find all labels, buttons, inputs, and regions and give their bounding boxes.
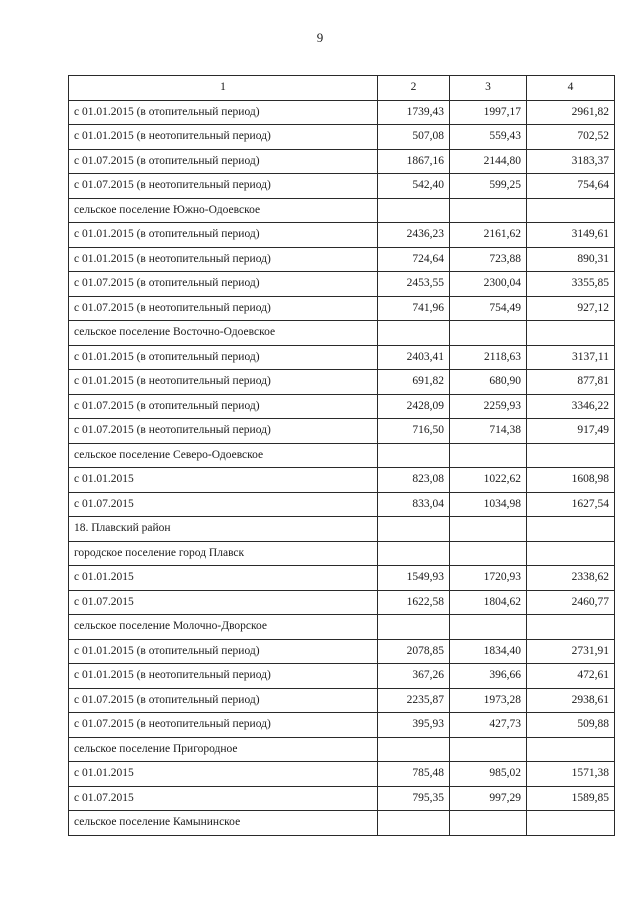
value-col-3-cell: 1034,98	[450, 492, 527, 517]
row-label-cell: с 01.01.2015 (в неотопительный период)	[69, 247, 378, 272]
table-row	[69, 688, 615, 713]
row-label-cell: 18. Плавский район	[69, 517, 378, 542]
value-col-2-cell: 823,08	[378, 468, 450, 493]
table-row	[69, 443, 615, 468]
value-col-4-cell	[527, 517, 615, 542]
value-col-3-cell: 599,25	[450, 174, 527, 199]
value-col-2-cell: 395,93	[378, 713, 450, 738]
value-col-4-cell	[527, 321, 615, 346]
row-label-cell: с 01.01.2015	[69, 762, 378, 787]
value-col-2-cell	[378, 198, 450, 223]
value-col-2-cell: 1622,58	[378, 590, 450, 615]
value-col-4-cell	[527, 198, 615, 223]
value-col-2-cell: 1739,43	[378, 100, 450, 125]
value-col-2-cell: 716,50	[378, 419, 450, 444]
table-row	[69, 786, 615, 811]
row-label-cell: с 01.07.2015 (в отопительный период)	[69, 272, 378, 297]
column-header-3: 3	[450, 76, 527, 101]
table-row	[69, 247, 615, 272]
value-col-3-cell: 680,90	[450, 370, 527, 395]
value-col-3-cell: 559,43	[450, 125, 527, 150]
column-header-1: 1	[69, 76, 378, 101]
value-col-2-cell	[378, 443, 450, 468]
value-col-2-cell: 724,64	[378, 247, 450, 272]
row-label-cell: с 01.07.2015 (в неотопительный период)	[69, 174, 378, 199]
value-col-2-cell: 1549,93	[378, 566, 450, 591]
row-label-cell: с 01.01.2015 (в отопительный период)	[69, 639, 378, 664]
row-label-cell: сельское поселение Молочно-Дворское	[69, 615, 378, 640]
value-col-4-cell: 1627,54	[527, 492, 615, 517]
value-col-3-cell	[450, 615, 527, 640]
value-col-2-cell: 542,40	[378, 174, 450, 199]
row-label-cell: с 01.01.2015 (в неотопительный период)	[69, 664, 378, 689]
table-row	[69, 419, 615, 444]
value-col-4-cell: 702,52	[527, 125, 615, 150]
value-col-3-cell: 1022,62	[450, 468, 527, 493]
value-col-4-cell: 917,49	[527, 419, 615, 444]
table-row	[69, 713, 615, 738]
value-col-2-cell	[378, 737, 450, 762]
value-col-2-cell	[378, 615, 450, 640]
table-row	[69, 541, 615, 566]
value-col-4-cell: 3183,37	[527, 149, 615, 174]
row-label-cell: с 01.07.2015	[69, 492, 378, 517]
row-label-cell: с 01.07.2015 (в неотопительный период)	[69, 296, 378, 321]
table-row	[69, 566, 615, 591]
row-label-cell: с 01.01.2015 (в неотопительный период)	[69, 370, 378, 395]
value-col-3-cell: 1997,17	[450, 100, 527, 125]
value-col-4-cell: 2338,62	[527, 566, 615, 591]
row-label-cell: с 01.07.2015 (в неотопительный период)	[69, 419, 378, 444]
value-col-3-cell: 723,88	[450, 247, 527, 272]
value-col-2-cell: 2078,85	[378, 639, 450, 664]
value-col-3-cell	[450, 443, 527, 468]
row-label-cell: с 01.07.2015 (в отопительный период)	[69, 394, 378, 419]
row-label-cell: с 01.01.2015 (в отопительный период)	[69, 345, 378, 370]
page-number: 9	[316, 30, 324, 45]
value-col-3-cell: 2300,04	[450, 272, 527, 297]
table-row	[69, 321, 615, 346]
value-col-4-cell: 927,12	[527, 296, 615, 321]
value-col-2-cell	[378, 811, 450, 836]
column-header-4: 4	[527, 76, 615, 101]
value-col-2-cell: 2403,41	[378, 345, 450, 370]
value-col-4-cell: 3149,61	[527, 223, 615, 248]
table-row	[69, 296, 615, 321]
value-col-2-cell: 367,26	[378, 664, 450, 689]
value-col-4-cell: 2731,91	[527, 639, 615, 664]
table-row	[69, 198, 615, 223]
value-col-4-cell: 2460,77	[527, 590, 615, 615]
table-row	[69, 272, 615, 297]
row-label-cell: сельское поселение Пригородное	[69, 737, 378, 762]
row-label-cell: с 01.01.2015 (в неотопительный период)	[69, 125, 378, 150]
value-col-4-cell: 472,61	[527, 664, 615, 689]
table-row	[69, 100, 615, 125]
value-col-2-cell: 833,04	[378, 492, 450, 517]
value-col-4-cell: 877,81	[527, 370, 615, 395]
value-col-3-cell: 2259,93	[450, 394, 527, 419]
table-row	[69, 590, 615, 615]
value-col-4-cell: 3355,85	[527, 272, 615, 297]
value-col-3-cell: 1834,40	[450, 639, 527, 664]
value-col-3-cell: 1973,28	[450, 688, 527, 713]
value-col-3-cell: 2118,63	[450, 345, 527, 370]
value-col-3-cell: 1804,62	[450, 590, 527, 615]
value-col-2-cell	[378, 321, 450, 346]
value-col-2-cell: 785,48	[378, 762, 450, 787]
tariff-table	[68, 75, 615, 836]
value-col-4-cell: 754,64	[527, 174, 615, 199]
value-col-3-cell	[450, 517, 527, 542]
value-col-3-cell	[450, 541, 527, 566]
value-col-2-cell: 2235,87	[378, 688, 450, 713]
value-col-4-cell: 3137,11	[527, 345, 615, 370]
table-row	[69, 345, 615, 370]
value-col-2-cell: 2436,23	[378, 223, 450, 248]
value-col-2-cell	[378, 541, 450, 566]
row-label-cell: с 01.01.2015	[69, 468, 378, 493]
table-row	[69, 174, 615, 199]
value-col-3-cell: 2161,62	[450, 223, 527, 248]
row-label-cell: с 01.07.2015	[69, 786, 378, 811]
value-col-3-cell: 985,02	[450, 762, 527, 787]
value-col-3-cell: 396,66	[450, 664, 527, 689]
value-col-3-cell: 714,38	[450, 419, 527, 444]
row-label-cell: с 01.01.2015 (в отопительный период)	[69, 223, 378, 248]
value-col-3-cell: 1720,93	[450, 566, 527, 591]
value-col-4-cell: 509,88	[527, 713, 615, 738]
value-col-4-cell	[527, 811, 615, 836]
value-col-3-cell: 2144,80	[450, 149, 527, 174]
row-label-cell: с 01.07.2015 (в отопительный период)	[69, 688, 378, 713]
value-col-2-cell: 2428,09	[378, 394, 450, 419]
value-col-4-cell	[527, 615, 615, 640]
table-row	[69, 811, 615, 836]
table-row	[69, 639, 615, 664]
value-col-3-cell: 997,29	[450, 786, 527, 811]
value-col-3-cell	[450, 321, 527, 346]
table-row	[69, 517, 615, 542]
value-col-4-cell: 2938,61	[527, 688, 615, 713]
row-label-cell: сельское поселение Южно-Одоевское	[69, 198, 378, 223]
value-col-4-cell: 1608,98	[527, 468, 615, 493]
value-col-2-cell: 795,35	[378, 786, 450, 811]
value-col-2-cell	[378, 517, 450, 542]
value-col-3-cell	[450, 811, 527, 836]
value-col-2-cell: 507,08	[378, 125, 450, 150]
value-col-3-cell: 427,73	[450, 713, 527, 738]
value-col-4-cell	[527, 737, 615, 762]
row-label-cell: с 01.07.2015 (в неотопительный период)	[69, 713, 378, 738]
table-row	[69, 125, 615, 150]
table-row	[69, 492, 615, 517]
table-row	[69, 468, 615, 493]
table-row	[69, 762, 615, 787]
value-col-4-cell: 1589,85	[527, 786, 615, 811]
row-label-cell: с 01.01.2015	[69, 566, 378, 591]
value-col-4-cell	[527, 541, 615, 566]
value-col-4-cell	[527, 443, 615, 468]
row-label-cell: сельское поселение Восточно-Одоевское	[69, 321, 378, 346]
value-col-2-cell: 1867,16	[378, 149, 450, 174]
table-row	[69, 394, 615, 419]
row-label-cell: сельское поселение Северо-Одоевское	[69, 443, 378, 468]
row-label-cell: с 01.01.2015 (в отопительный период)	[69, 100, 378, 125]
table-row	[69, 370, 615, 395]
table-row	[69, 615, 615, 640]
value-col-4-cell: 3346,22	[527, 394, 615, 419]
value-col-4-cell: 2961,82	[527, 100, 615, 125]
value-col-3-cell	[450, 737, 527, 762]
value-col-3-cell: 754,49	[450, 296, 527, 321]
table-row	[69, 737, 615, 762]
table-header-row	[69, 76, 615, 101]
value-col-3-cell	[450, 198, 527, 223]
column-header-2: 2	[378, 76, 450, 101]
table-row	[69, 223, 615, 248]
table-body	[69, 100, 615, 835]
value-col-2-cell: 691,82	[378, 370, 450, 395]
row-label-cell: сельское поселение Камынинское	[69, 811, 378, 836]
table-row	[69, 149, 615, 174]
row-label-cell: с 01.07.2015 (в отопительный период)	[69, 149, 378, 174]
row-label-cell: городское поселение город Плавск	[69, 541, 378, 566]
row-label-cell: с 01.07.2015	[69, 590, 378, 615]
table-row	[69, 664, 615, 689]
value-col-4-cell: 1571,38	[527, 762, 615, 787]
value-col-2-cell: 741,96	[378, 296, 450, 321]
value-col-2-cell: 2453,55	[378, 272, 450, 297]
value-col-4-cell: 890,31	[527, 247, 615, 272]
